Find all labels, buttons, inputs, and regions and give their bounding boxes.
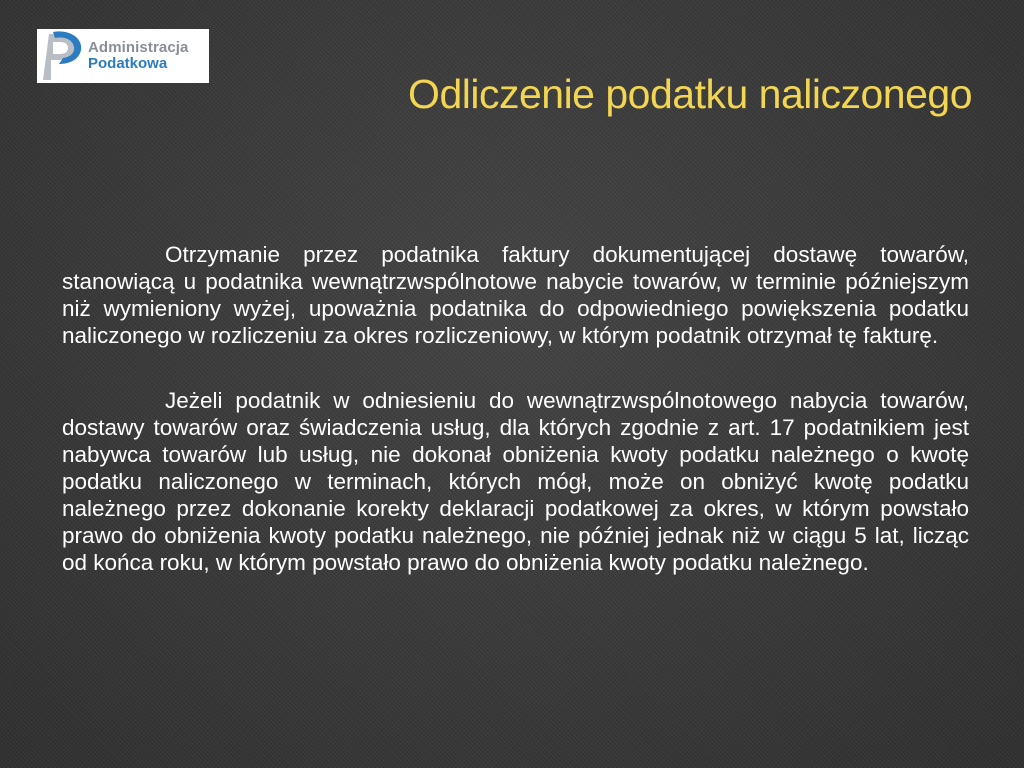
logo-text xyxy=(88,40,189,72)
logo-mark-icon xyxy=(39,30,83,82)
body-paragraph-2: Jeżeli podatnik w odniesieniu do wewnątrzwspólnotowego nabycia towarów, dostawy towarów oraz świadczenia usług, dla których zgodnie z art. 17 podatnikiem jest nabywca towarów lub usług, nie dokonał obniżenia kwoty podatku należnego o kwotę podatku naliczonego w terminach, których mógł, może on obniżyć kwotę podatku należnego przez dokonanie korekty deklaracji podatkowej za okres, w którym powstało prawo do obniżenia kwoty podatku należnego, nie później jednak niż w ciągu 5 lat, licząc od końca roku, w którym powstało prawo do obniżenia kwoty podatku należnego. xyxy=(62,388,969,575)
body-paragraph-1: Otrzymanie przez podatnika faktury dokumentującej dostawę towarów, stanowiącą u podatnika wewnątrzwspólnotowe nabycie towarów, w terminie późniejszym niż wymieniony wyżej, upoważnia podatnika do odpowiedniego powiększenia podatku naliczonego w rozliczeniu za okres rozliczeniowy, w którym podatnik otrzymał tę fakturę. xyxy=(62,242,969,348)
slide-title: Odliczenie podatku naliczonego xyxy=(408,71,972,117)
logo-line-administracja: Administracja xyxy=(88,39,189,57)
administracja-podatkowa-logo xyxy=(37,29,209,83)
slide-body xyxy=(62,241,969,614)
logo-line-podatkowa: Podatkowa xyxy=(88,55,168,72)
